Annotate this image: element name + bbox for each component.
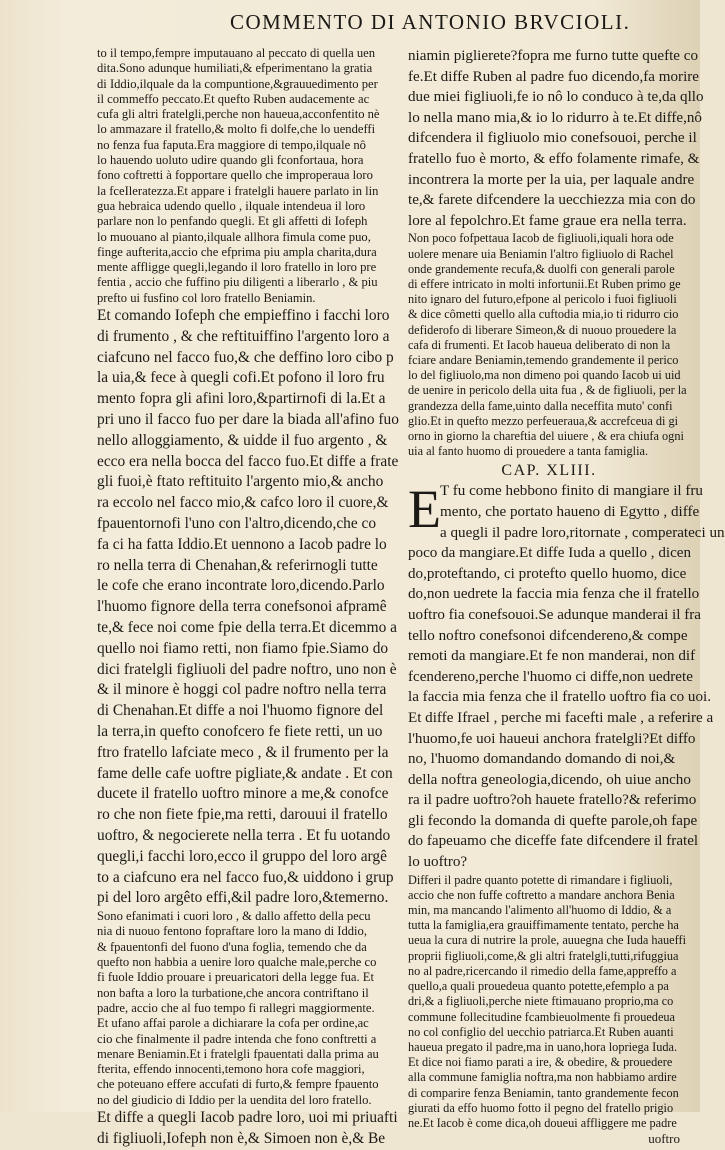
text-line: la fceIleratezza.Et appare i fratelgli hauere parlato in lin — [97, 183, 379, 198]
scripture-block — [408, 46, 704, 231]
text-line: gli fuoi,è ftato reftituito l'argento mio,& ancho — [97, 473, 384, 491]
text-line: to a ciafcuno era nel facco fuo,& uiddono i grup — [97, 868, 394, 886]
text-line: ducete il fratello uoftro minore a me,& conofce — [97, 785, 389, 803]
text-line: ro che non fiete fpie,ma retti, darouui il fratello — [97, 806, 388, 824]
text-line: T fu come hebbono finito di mangiare il fru — [440, 483, 703, 500]
text-line: poco da mangiare.Et diffe Iuda a quello , dicen — [408, 545, 692, 562]
text-line: fterita, effendo innocenti,temono hora cofe maggiori, — [97, 1062, 365, 1077]
text-line: & dice cômetti quello alla cuftodia mia,io ti ridurro cio — [408, 307, 679, 322]
text-line: do,proteftando, ci protefto quello huomo, dice — [408, 565, 687, 582]
text-line: dri,& a figliuoli,perche niete ftimauano proprio,ma co — [408, 994, 674, 1009]
text-line: proprii figliuoli,come,& gli altri fratelgli,tutti,rifuggiua — [408, 948, 679, 963]
text-line: lo uoftro? — [408, 854, 468, 871]
text-line: il commeffo peccato.Et quefto Ruben audacemente ac — [97, 91, 370, 106]
text-line: la terra,in quefto conofcero fe fiete retti, un uo — [97, 722, 383, 740]
text-line: menare Beniamin.Et i fratelgli fpauentati dalla prima au — [97, 1046, 379, 1061]
text-line: tello noftro conefsonoi difcendereno,& compe — [408, 627, 688, 644]
text-line: Et ufano affai parole a dichiarare la cofa per ordine,ac — [97, 1016, 369, 1031]
text-line: lo del figliuolo,ma non dimeno poi quando Iacob ui uid — [408, 368, 681, 383]
text-line: haueua pregato il padre,ma in uano,hora lopriega Iuda. — [408, 1039, 678, 1054]
text-line: orno in giorno la chareftia del uiuere , & era chiufa ogni — [408, 428, 684, 443]
text-line: lo muouano al pianto,ilquale allhora fimula come puo, — [97, 229, 371, 244]
text-line: della noftra geneologia,dicendo, oh uiue ancho — [408, 771, 691, 788]
text-line: lo ammazare il fratello,& molto fi dolfe,che lo uendeffi — [97, 122, 376, 137]
text-line: defiderofo di liberare Simeon,& di nuouo prouedere la — [408, 322, 677, 337]
text-line: fono coftretti à fopportare quello che improperaua loro — [97, 168, 373, 183]
text-line: di effere intricato in molti infortunii.Et Ruben primo ge — [408, 276, 681, 291]
text-line: no, l'huomo domandando domando di noi,& — [408, 751, 676, 768]
text-line: che poteuano effere accufati di furto,& fempre fpauento — [97, 1077, 379, 1092]
text-line: uoftro fia conefsouoi.Se adunque manderai il fra — [408, 606, 701, 623]
text-line: commune follecitudine fcambieuolmente fi prouedeua — [408, 1009, 676, 1024]
text-line: niamin piglierete?fopra me furno tutte quefte co — [408, 48, 699, 64]
chapter-opening — [408, 479, 725, 872]
text-line: te,& fece noi come fpie della terra.Et dicemmo a — [97, 619, 397, 636]
text-line: l'huomo fignore della terra conefsonoi afpramê — [97, 598, 387, 616]
text-line: Et diffe Ifrael , perche mi facefti male , a referire a — [408, 709, 714, 726]
text-line: cio che finalmente il padre intenda che fono conftretti a — [97, 1031, 377, 1046]
text-line: fcendereno,perche l'huomo ci diffe,non uedrete — [408, 668, 693, 685]
text-line: do,non uedrete la faccia mia fenza che il fratello — [408, 586, 700, 603]
text-line: accio che non fuffe coftretto a mandare anchora Benia — [408, 887, 675, 902]
text-line: ciafcuno nel facco fuo,& che deffino loro cibo p — [97, 348, 394, 366]
text-line: la faccia mia fenza che il fratello uoftro fia co uoi. — [408, 689, 711, 706]
text-line: finge aufterita,accio che efprima piu ampla charita,dura — [97, 244, 377, 259]
text-line: pri uno il facco fuo per dare la biada all'afino fuo — [97, 411, 399, 429]
text-line: uoftro, & negocierete nella terra . Et fu uotando — [97, 826, 391, 844]
commentary-block — [408, 873, 690, 1131]
text-line: lo hauendo uoluto udire quando gli fconfortaua, hora — [97, 153, 364, 168]
drop-initial: E — [408, 479, 441, 540]
text-line: lo nella mano mia,& io lo ridurro à te.Et diffe,nô — [408, 109, 702, 126]
text-line: fe.Et diffe Ruben al padre fuo dicendo,fa morire — [408, 68, 699, 85]
text-line: fentia , accio che fuffino piu diligenti a liberarlo , & piu — [97, 275, 378, 290]
text-line: di Iddio,ilquale da la compuntione,&grauuedimento per — [97, 76, 378, 91]
text-line: mento, che portato haueno di Egytto , diffe — [440, 503, 700, 520]
text-line: Et comando Iofeph che empieffino i facchi loro — [97, 307, 390, 325]
text-line: & fpauentonfi del fuono d'una foglia, temendo che da — [97, 939, 367, 954]
text-line: Non poco fofpettaua Iacob de figliuoli,iquali hora ode — [408, 231, 674, 246]
text-line: nito ignaro del futuro,efpone al pericolo i fuoi figliuoli — [408, 292, 677, 307]
text-line: pi del loro argêto effi,&il padre loro,&temerno. — [97, 889, 389, 907]
text-line: no del giudicio di Iddio per la uendita del loro fratello. — [97, 1092, 372, 1107]
text-line: giurati da effo huomo fotto il pegno del fratello prigio — [408, 1100, 674, 1115]
commentary-block — [97, 909, 395, 1108]
text-line: fi fuole Iddio prouare i preuaricatori della legge fua. Et — [97, 970, 374, 985]
text-line: nia di nuouo fentono fopraftare loro la mano di Iddio, — [97, 924, 367, 939]
text-line: quello noi fiamo retti, non fiamo fpie.Siamo do — [97, 639, 389, 657]
text-line: to il tempo,fempre imputauano al peccato di quella uen — [97, 46, 376, 60]
scripture-block — [408, 481, 725, 872]
text-line: & il minore è hoggi col padre noftro nella terra — [97, 681, 387, 699]
text-line: padre, accio che al fuo tempo fi rallegri maggiormente. — [97, 1000, 375, 1015]
text-line: ra il padre uoftro?oh hauete fratello?& referimo — [408, 792, 697, 809]
text-line: incontrera la morte per la uia, per laquale andre — [408, 171, 695, 188]
text-line: fciare andare Beniamin,temendo grandemente il perico — [408, 352, 679, 367]
text-line: quello,a quali prouedeua quanto potette,efemplo a pa — [408, 979, 669, 994]
text-line: ra eccolo nel facco mio,& cafco loro il cuore,& — [97, 494, 389, 512]
text-line: no al padre,ricercando il rimedio della fame,appreffo a — [408, 963, 677, 978]
text-line: uolere menare uia Beniamin l'altro figliuolo di Rachel — [408, 246, 674, 261]
running-head: COMMENTO DI ANTONIO BRVCIOLI. — [230, 10, 631, 34]
text-line: grandezza della fame,uinto dalla neceffita muto' confi — [408, 398, 673, 413]
text-line: l'huomo,fe uoi haueui anchora fratelgli?Et diffo — [408, 730, 696, 747]
text-line: di comparire fenza Beniamin, tanto grandemente fecon — [408, 1085, 679, 1100]
text-line: cafa di frumenti. Et Iacob haueua deliberato di non la — [408, 337, 671, 352]
text-line: dita.Sono adunque humiliati,& efperimentano la gratia — [97, 61, 373, 76]
right-column — [408, 46, 725, 1147]
text-line: glio.Et in quefto mezzo perfeueraua,& accrefceua di gi — [408, 413, 679, 428]
commentary-block — [408, 231, 690, 459]
text-line: prefto ui fusfino col loro fratello Beniamin. — [97, 290, 316, 305]
chapter-heading: CAP. XLIII. — [501, 462, 597, 480]
text-line: tutta la famiglia,era grauiffimamente tentato, perche ha — [408, 918, 679, 933]
text-line: a quegli il padre loro,ritornate , comperateci un — [440, 524, 725, 541]
text-line: ftro fratello lafciate meco , & il frumento per la — [97, 743, 389, 761]
text-line: nello alloggiamento, & uidde il fuo argento , & — [97, 431, 388, 449]
text-line: di frumento , & che reftituiffino l'argento loro a — [97, 327, 390, 345]
text-line: fa ci ha fatta Iddio.Et uennono a Iacob padre lo — [97, 535, 387, 553]
text-line: quefto non habbia a uenire loro qualche male,perche co — [97, 955, 377, 970]
text-line: ro nella terra di Chenahan,& referirnogli tutte — [97, 556, 378, 574]
text-line: parlare non lo penfando quegli. Et gli affetti di Iofeph — [97, 214, 368, 229]
text-line: gua hebraica udendo quello , ilquale intendeua il loro — [97, 198, 366, 213]
text-line: ueua la cura di nutrire la prole, auuegna che Iuda haueffi — [408, 933, 687, 948]
text-line: due miei figliuoli,fe io nô lo conduco à te,da qllo — [408, 89, 704, 106]
text-line: no col configlio del uecchio patriarca.Et Ruben auanti — [408, 1024, 674, 1039]
text-line: no fenza fua faputa.Era maggiore di tempo,ilquale nô — [97, 137, 366, 152]
commentary-block — [97, 46, 395, 306]
text-line: dici fratelgli figliuoli del padre noftro, uno non è — [97, 660, 397, 678]
scripture-block — [97, 306, 399, 909]
text-line: mente affligge quegli,legando il loro fratello in loro pre — [97, 260, 377, 275]
text-line: difcendera il figliuolo mio conefsouoi, perche il — [408, 130, 697, 147]
text-line: non bafta a loro la turbatione,che ancora contriftano il — [97, 985, 369, 1000]
text-line: de uenire in pericolo della uita fua , & de figliuoli, per la — [408, 383, 687, 398]
left-column — [97, 46, 399, 1150]
text-line: uia al fanto huomo di prouedere a tanta famiglia. — [408, 444, 649, 459]
text-line: Sono efanimati i cuori loro , & dallo affetto della pecu — [97, 909, 371, 924]
text-line: alla commune famiglia noftra,ma non habbiamo ardire — [408, 1070, 677, 1085]
text-line: do fapeuamo che diceffe fate difcendere il fratel — [408, 833, 699, 850]
text-line: fratello fuo è morto, & effo folamente rimafe, & — [408, 150, 700, 167]
text-line: min, ma mancando l'alimento all'huomo di Iddio, & a — [408, 903, 672, 918]
scripture-block — [97, 1108, 398, 1150]
text-line: te,& farete difcendere la uecchiezza mia con do — [408, 192, 696, 209]
text-line: fame delle cafe uoftre pigliate,& andate . Et con — [97, 764, 393, 782]
text-line: Differi il padre quanto potette di rimandare i figliuoli, — [408, 872, 673, 887]
text-line: Et dice noi fiamo parati a ire, & obedire, & prouedere — [408, 1055, 673, 1070]
text-line: cufa gli altri fratelgli,perche non haueua,acconfentito nè — [97, 107, 380, 122]
text-line: onde grandemente recufa,& duolfi con generali parole — [408, 261, 675, 276]
text-line: quegli,i facchi loro,ecco il gruppo del loro argê — [97, 847, 387, 865]
text-line: gli fecondo la domanda di quefte parole,oh fape — [408, 812, 698, 829]
text-line: di Chenahan.Et diffe a noi l'huomo fignore del — [97, 702, 384, 720]
text-line: lore al fepolchro.Et fame graue era nella terra. — [408, 212, 687, 229]
text-line: di figliuoli,Iofeph non è,& Simoen non è,& Be — [97, 1129, 386, 1147]
text-line: remoti da mangiare.Et fe non manderai, non dif — [408, 648, 696, 665]
text-line: mento fopra gli afini loro,&partirnofi di la.Et a — [97, 390, 386, 408]
catchword: uoftro — [648, 1131, 680, 1147]
text-line: Et diffe a quegli Iacob padre loro, uoi mi priuafti — [97, 1109, 398, 1127]
text-line: ecco era nella bocca del facco fuo.Et diffe a frate — [97, 452, 399, 470]
text-line: le cofe che erano incontrate loro,dicendo.Parlo — [97, 577, 385, 595]
text-line: fpauentornofi l'uno con l'altro,dicendo,che co — [97, 515, 377, 533]
text-line: ne.Et Iacob è come dica,oh doueui affliggere me padre — [408, 1115, 677, 1130]
text-line: la uia,& fece à quegli cofi.Et pofono il loro fru — [97, 369, 385, 387]
